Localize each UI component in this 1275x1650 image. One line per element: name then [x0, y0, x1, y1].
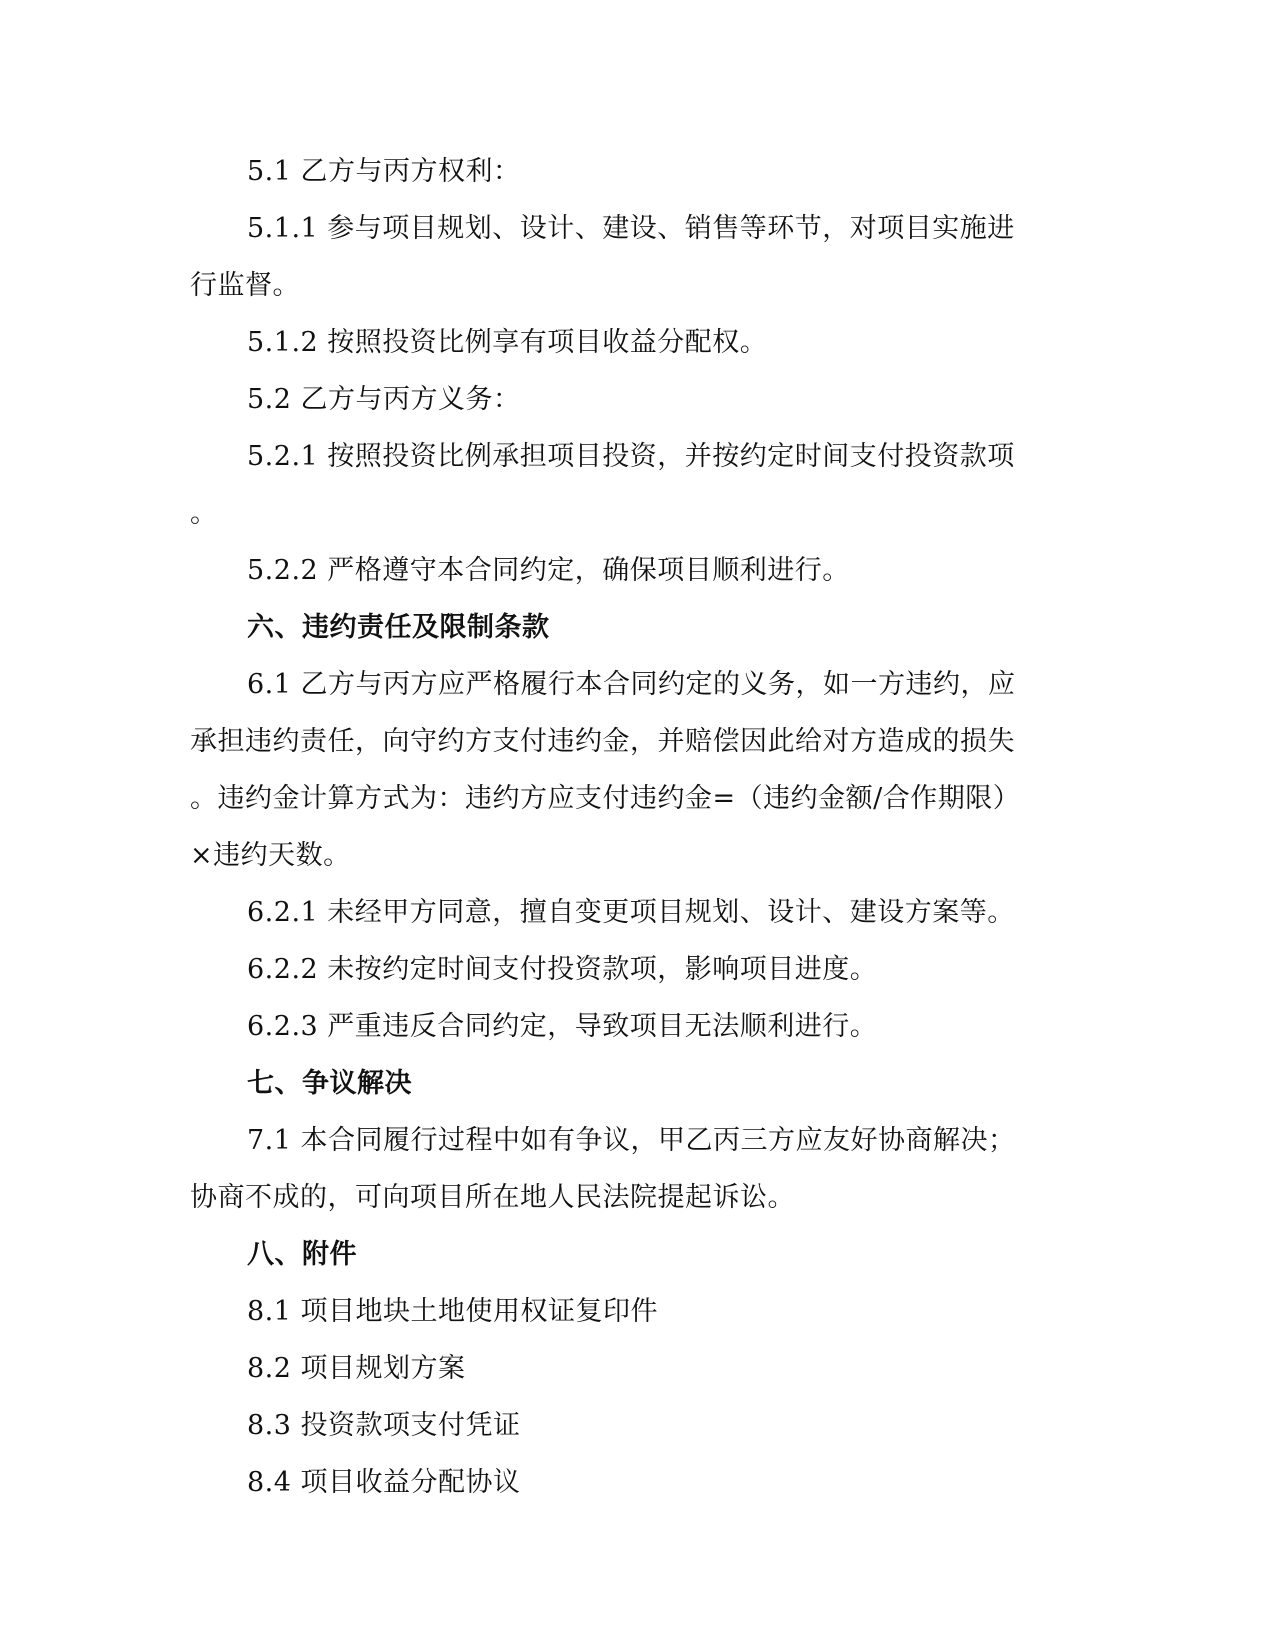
clause-6-1-line-2: 承担违约责任，向守约方支付违约金，并赔偿因此给对方造成的损失: [190, 726, 1015, 757]
clause-5-1-2: 5.1.2 按照投资比例享有项目收益分配权。: [247, 327, 768, 358]
attachment-item: 8.3 投资款项支付凭证: [247, 1410, 521, 1441]
section-8-heading: 八、附件: [247, 1239, 357, 1270]
clause-5-2-1-continued: 。: [190, 498, 218, 529]
clause-6-1-line-4: ×违约天数。: [190, 840, 351, 871]
clause-7-1-continued: 协商不成的，可向项目所在地人民法院提起诉讼。: [190, 1182, 795, 1213]
section-7-heading: 七、争议解决: [247, 1068, 412, 1099]
clause-5-2-1: 5.2.1 按照投资比例承担项目投资，并按约定时间支付投资款项: [247, 441, 1015, 472]
clause-5-1: 5.1 乙方与丙方权利：: [247, 156, 521, 187]
clause-6-1-line-3: 。违约金计算方式为：违约方应支付违约金=（违约金额/合作期限）: [190, 783, 1021, 814]
clause-5-2: 5.2 乙方与丙方义务：: [247, 384, 521, 415]
attachment-item: 8.2 项目规划方案: [247, 1353, 466, 1384]
clause-6-2-3: 6.2.3 严重违反合同约定，导致项目无法顺利进行。: [247, 1011, 878, 1042]
attachment-item: 8.1 项目地块土地使用权证复印件: [247, 1296, 659, 1327]
clause-5-1-1: 5.1.1 参与项目规划、设计、建设、销售等环节，对项目实施进: [247, 213, 1015, 244]
clause-7-1: 7.1 本合同履行过程中如有争议，甲乙丙三方应友好协商解决；: [247, 1125, 1016, 1156]
clause-6-1: 6.1 乙方与丙方应严格履行本合同约定的义务，如一方违约，应: [247, 669, 1016, 700]
attachment-item: 8.4 项目收益分配协议: [247, 1467, 521, 1498]
clause-5-1-1-continued: 行监督。: [190, 270, 300, 301]
clause-6-2-2: 6.2.2 未按约定时间支付投资款项，影响项目进度。: [247, 954, 878, 985]
clause-6-2-1: 6.2.1 未经甲方同意，擅自变更项目规划、设计、建设方案等。: [247, 897, 1015, 928]
section-6-heading: 六、违约责任及限制条款: [247, 612, 550, 643]
clause-5-2-2: 5.2.2 严格遵守本合同约定，确保项目顺利进行。: [247, 555, 850, 586]
document-body: [190, 143, 1065, 1511]
